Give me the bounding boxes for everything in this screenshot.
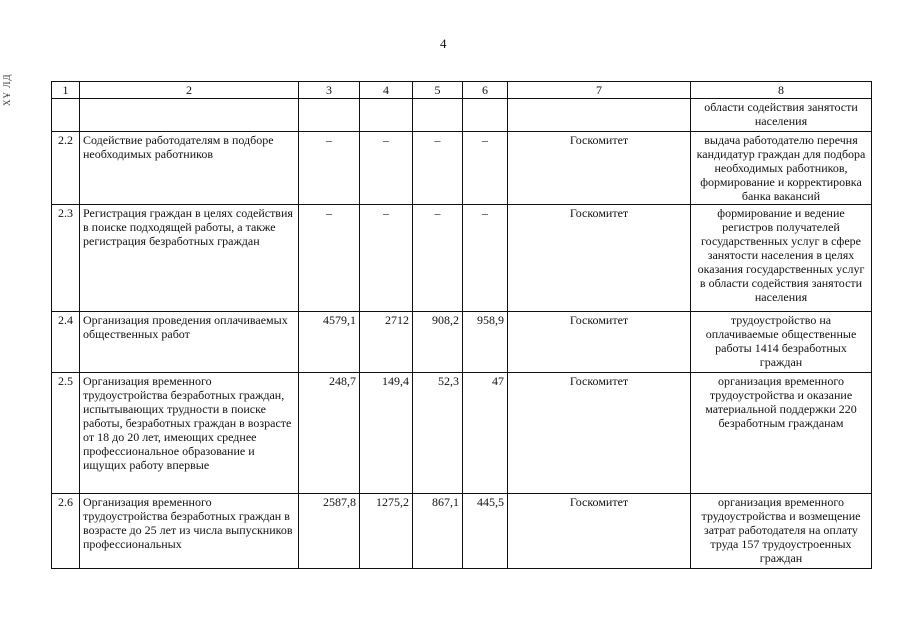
table-row xyxy=(52,373,872,494)
executor: Госкомитет xyxy=(508,373,691,494)
measure-name: Организация временного трудоустройства безработных граждан, испытывающих трудности в поиске работы, безработных граждан в возрасте от 18 до 20 лет, имеющих среднее профессиональное образование и ищущих работу впервые xyxy=(80,373,299,494)
value-col-6 xyxy=(463,99,508,132)
value-col-3: 2587,8 xyxy=(299,494,360,569)
value-col-6: 958,9 xyxy=(463,312,508,373)
value-col-3: – xyxy=(299,205,360,312)
executor: Госкомитет xyxy=(508,132,691,205)
value-col-5 xyxy=(413,99,463,132)
executor: Госкомитет xyxy=(508,205,691,312)
table-header-row xyxy=(52,82,872,99)
table-row xyxy=(52,99,872,132)
value-col-5: 908,2 xyxy=(413,312,463,373)
side-margin-mark: ХҰ ЛД xyxy=(2,73,12,106)
table-row xyxy=(52,312,872,373)
value-col-3: 248,7 xyxy=(299,373,360,494)
measure-name: Регистрация граждан в целях содействия в поиске подходящей работы, а также регистрация безработных граждан xyxy=(80,205,299,312)
value-col-6: 47 xyxy=(463,373,508,494)
table-row xyxy=(52,132,872,205)
header-col-5: 5 xyxy=(413,82,463,99)
row-number xyxy=(52,99,80,132)
value-col-3: 4579,1 xyxy=(299,312,360,373)
value-col-4: – xyxy=(360,205,413,312)
value-col-5: 52,3 xyxy=(413,373,463,494)
value-col-4: 149,4 xyxy=(360,373,413,494)
value-col-5: – xyxy=(413,205,463,312)
value-col-6: – xyxy=(463,205,508,312)
expected-result: трудоустройство на оплачиваемые общественные работы 1414 безработных граждан xyxy=(691,312,872,373)
header-col-6: 6 xyxy=(463,82,508,99)
header-col-7: 7 xyxy=(508,82,691,99)
measure-name xyxy=(80,99,299,132)
row-number: 2.4 xyxy=(52,312,80,373)
value-col-4 xyxy=(360,99,413,132)
header-col-2: 2 xyxy=(80,82,299,99)
value-col-4: – xyxy=(360,132,413,205)
executor xyxy=(508,99,691,132)
value-col-4: 1275,2 xyxy=(360,494,413,569)
row-number: 2.3 xyxy=(52,205,80,312)
expected-result: организация временного трудоустройства и возмещение затрат работодателя на оплату труда 157 трудоустроенных граждан xyxy=(691,494,872,569)
expected-result: выдача работодателю перечня кандидатур граждан для подбора необходимых работников, формирование и корректировка банка вакансий xyxy=(691,132,872,205)
value-col-4: 2712 xyxy=(360,312,413,373)
measure-name: Организация проведения оплачиваемых общественных работ xyxy=(80,312,299,373)
page-number: 4 xyxy=(440,36,447,51)
table-row xyxy=(52,205,872,312)
value-col-5: – xyxy=(413,132,463,205)
row-number: 2.6 xyxy=(52,494,80,569)
row-number: 2.5 xyxy=(52,373,80,494)
expected-result: области содействия занятости населения xyxy=(691,99,872,132)
measure-name: Содействие работодателям в подборе необходимых работников xyxy=(80,132,299,205)
row-number: 2.2 xyxy=(52,132,80,205)
header-col-1: 1 xyxy=(52,82,80,99)
measure-name: Организация временного трудоустройства безработных граждан в возрасте до 25 лет из числа выпускников профессиональных xyxy=(80,494,299,569)
executor: Госкомитет xyxy=(508,494,691,569)
value-col-6: 445,5 xyxy=(463,494,508,569)
header-col-8: 8 xyxy=(691,82,872,99)
expected-result: организация временного трудоустройства и оказание материальной поддержки 220 безработным гражданам xyxy=(691,373,872,494)
expected-result: формирование и ведение регистров получателей государственных услуг в сфере занятости населения в целях оказания государственных услуг в области содействия занятости населения xyxy=(691,205,872,312)
value-col-3: – xyxy=(299,132,360,205)
value-col-6: – xyxy=(463,132,508,205)
value-col-5: 867,1 xyxy=(413,494,463,569)
executor: Госкомитет xyxy=(508,312,691,373)
value-col-3 xyxy=(299,99,360,132)
table-row xyxy=(52,494,872,569)
measures-table xyxy=(51,81,872,569)
header-col-3: 3 xyxy=(299,82,360,99)
header-col-4: 4 xyxy=(360,82,413,99)
